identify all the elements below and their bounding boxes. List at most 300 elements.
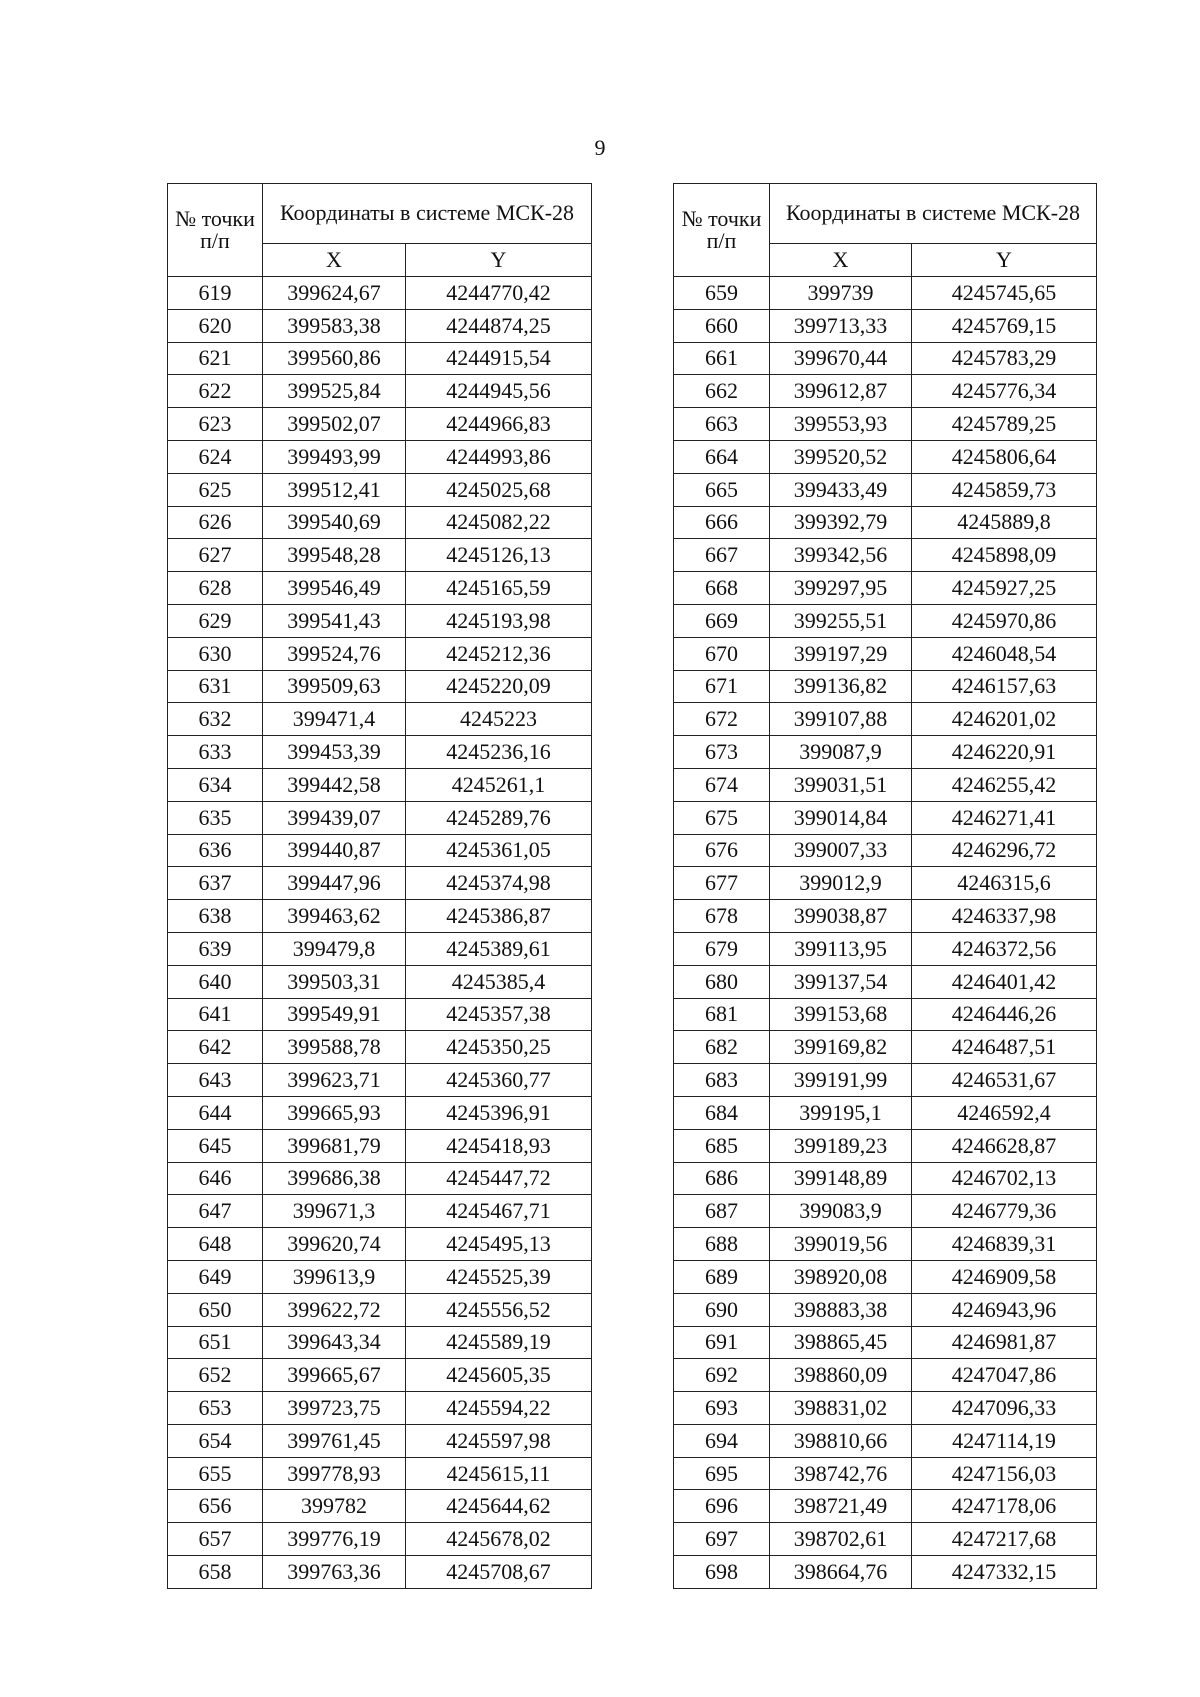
table-row	[674, 1359, 1097, 1392]
point-number-cell: 678	[674, 900, 770, 933]
x-coordinate-cell: 398831,02	[770, 1392, 912, 1425]
table-row	[674, 408, 1097, 441]
x-coordinate-cell: 399509,63	[263, 670, 406, 703]
y-coordinate-cell: 4244874,25	[406, 309, 592, 342]
x-coordinate-cell: 399012,9	[770, 867, 912, 900]
x-coordinate-cell: 399195,1	[770, 1096, 912, 1129]
table-row	[168, 309, 592, 342]
y-coordinate-cell: 4245970,86	[912, 604, 1097, 637]
point-number-cell: 632	[168, 703, 263, 736]
y-coordinate-cell: 4245769,15	[912, 309, 1097, 342]
y-coordinate-cell: 4245220,09	[406, 670, 592, 703]
table-row	[168, 572, 592, 605]
x-column-header: X	[770, 243, 912, 276]
y-coordinate-cell: 4245594,22	[406, 1392, 592, 1425]
point-number-cell: 626	[168, 506, 263, 539]
y-coordinate-cell: 4245261,1	[406, 768, 592, 801]
point-number-cell: 667	[674, 539, 770, 572]
x-coordinate-cell: 399107,88	[770, 703, 912, 736]
y-coordinate-cell: 4245605,35	[406, 1359, 592, 1392]
point-number-cell: 649	[168, 1260, 263, 1293]
table-row	[674, 834, 1097, 867]
y-coordinate-cell: 4245350,25	[406, 1031, 592, 1064]
y-coordinate-cell: 4246981,87	[912, 1326, 1097, 1359]
x-coordinate-cell: 398883,38	[770, 1293, 912, 1326]
table-row	[168, 768, 592, 801]
table-row	[674, 1556, 1097, 1589]
table-row	[674, 1031, 1097, 1064]
y-coordinate-cell: 4247096,33	[912, 1392, 1097, 1425]
x-coordinate-cell: 399622,72	[263, 1293, 406, 1326]
x-coordinate-cell: 399512,41	[263, 473, 406, 506]
table-row	[168, 703, 592, 736]
table-row	[674, 1129, 1097, 1162]
table-row	[168, 1162, 592, 1195]
y-coordinate-cell: 4245678,02	[406, 1523, 592, 1556]
x-coordinate-cell: 399197,29	[770, 637, 912, 670]
point-number-cell: 638	[168, 900, 263, 933]
table-row	[674, 998, 1097, 1031]
y-coordinate-cell: 4245789,25	[912, 408, 1097, 441]
point-number-cell: 686	[674, 1162, 770, 1195]
y-coordinate-cell: 4245556,52	[406, 1293, 592, 1326]
table-row	[168, 1096, 592, 1129]
point-number-cell: 657	[168, 1523, 263, 1556]
table-row	[674, 473, 1097, 506]
x-coordinate-cell: 399548,28	[263, 539, 406, 572]
table-row	[674, 1228, 1097, 1261]
point-number-cell: 622	[168, 375, 263, 408]
x-coordinate-cell: 398742,76	[770, 1457, 912, 1490]
point-number-cell: 627	[168, 539, 263, 572]
point-number-cell: 670	[674, 637, 770, 670]
x-coordinate-cell: 399392,79	[770, 506, 912, 539]
y-coordinate-cell: 4246943,96	[912, 1293, 1097, 1326]
point-number-cell: 641	[168, 998, 263, 1031]
table-row	[168, 1031, 592, 1064]
point-number-cell: 629	[168, 604, 263, 637]
y-coordinate-cell: 4246702,13	[912, 1162, 1097, 1195]
table-row	[168, 670, 592, 703]
x-coordinate-cell: 399169,82	[770, 1031, 912, 1064]
table-body-left	[168, 277, 592, 1589]
point-number-cell: 690	[674, 1293, 770, 1326]
x-coordinate-cell: 399031,51	[770, 768, 912, 801]
table-body-right	[674, 277, 1097, 1589]
table-row	[168, 506, 592, 539]
y-coordinate-cell: 4244770,42	[406, 277, 592, 310]
table-row	[168, 539, 592, 572]
point-number-cell: 653	[168, 1392, 263, 1425]
point-number-cell: 663	[674, 408, 770, 441]
point-number-cell: 633	[168, 736, 263, 769]
point-number-cell: 681	[674, 998, 770, 1031]
table-row	[168, 736, 592, 769]
x-coordinate-cell: 399713,33	[770, 309, 912, 342]
y-coordinate-cell: 4245126,13	[406, 539, 592, 572]
y-coordinate-cell: 4246372,56	[912, 932, 1097, 965]
table-row	[168, 1293, 592, 1326]
point-number-cell: 655	[168, 1457, 263, 1490]
x-coordinate-cell: 399553,93	[770, 408, 912, 441]
table-row	[674, 1162, 1097, 1195]
x-coordinate-cell: 399503,31	[263, 965, 406, 998]
point-number-cell: 664	[674, 440, 770, 473]
point-number-cell: 679	[674, 932, 770, 965]
x-coordinate-cell: 399191,99	[770, 1064, 912, 1097]
y-coordinate-cell: 4247114,19	[912, 1424, 1097, 1457]
y-coordinate-cell: 4245495,13	[406, 1228, 592, 1261]
x-coordinate-cell: 399763,36	[263, 1556, 406, 1589]
y-coordinate-cell: 4247332,15	[912, 1556, 1097, 1589]
point-number-cell: 643	[168, 1064, 263, 1097]
y-coordinate-cell: 4246220,91	[912, 736, 1097, 769]
point-number-cell: 660	[674, 309, 770, 342]
y-coordinate-cell: 4245525,39	[406, 1260, 592, 1293]
y-coordinate-cell: 4246271,41	[912, 801, 1097, 834]
point-number-cell: 650	[168, 1293, 263, 1326]
y-coordinate-cell: 4245708,67	[406, 1556, 592, 1589]
point-number-cell: 694	[674, 1424, 770, 1457]
point-number-cell: 671	[674, 670, 770, 703]
point-number-cell: 619	[168, 277, 263, 310]
y-coordinate-cell: 4245889,8	[912, 506, 1097, 539]
y-coordinate-cell: 4245806,64	[912, 440, 1097, 473]
point-number-cell: 691	[674, 1326, 770, 1359]
x-coordinate-cell: 399540,69	[263, 506, 406, 539]
y-coordinate-cell: 4245783,29	[912, 342, 1097, 375]
x-coordinate-cell: 399137,54	[770, 965, 912, 998]
y-coordinate-cell: 4246296,72	[912, 834, 1097, 867]
y-coordinate-cell: 4246446,26	[912, 998, 1097, 1031]
table-row	[168, 1064, 592, 1097]
x-coordinate-cell: 399479,8	[263, 932, 406, 965]
table-row	[168, 1523, 592, 1556]
y-coordinate-cell: 4245396,91	[406, 1096, 592, 1129]
y-coordinate-cell: 4246779,36	[912, 1195, 1097, 1228]
x-coordinate-cell: 399761,45	[263, 1424, 406, 1457]
y-coordinate-cell: 4245467,71	[406, 1195, 592, 1228]
table-row	[674, 604, 1097, 637]
point-number-cell: 666	[674, 506, 770, 539]
table-row	[674, 670, 1097, 703]
point-number-cell: 623	[168, 408, 263, 441]
x-coordinate-cell: 399038,87	[770, 900, 912, 933]
y-coordinate-cell: 4244993,86	[406, 440, 592, 473]
y-column-header: Y	[912, 243, 1097, 276]
y-coordinate-cell: 4245615,11	[406, 1457, 592, 1490]
y-coordinate-cell: 4245927,25	[912, 572, 1097, 605]
point-number-cell: 652	[168, 1359, 263, 1392]
table-row	[168, 637, 592, 670]
y-coordinate-cell: 4245386,87	[406, 900, 592, 933]
table-row	[168, 604, 592, 637]
point-number-cell: 651	[168, 1326, 263, 1359]
x-coordinate-cell: 399087,9	[770, 736, 912, 769]
y-coordinate-cell: 4245212,36	[406, 637, 592, 670]
table-row	[168, 1260, 592, 1293]
y-coordinate-cell: 4244915,54	[406, 342, 592, 375]
y-coordinate-cell: 4246531,67	[912, 1064, 1097, 1097]
y-coordinate-cell: 4247178,06	[912, 1490, 1097, 1523]
coord-system-header: Координаты в системе МСК-28	[770, 184, 1097, 244]
table-row	[674, 801, 1097, 834]
x-coordinate-cell: 399493,99	[263, 440, 406, 473]
table-row	[168, 1556, 592, 1589]
point-number-cell: 662	[674, 375, 770, 408]
x-coordinate-cell: 398865,45	[770, 1326, 912, 1359]
point-number-cell: 637	[168, 867, 263, 900]
table-row	[168, 801, 592, 834]
coordinates-table-left	[167, 183, 592, 1589]
point-number-cell: 689	[674, 1260, 770, 1293]
table-row	[674, 1392, 1097, 1425]
table-row	[674, 1490, 1097, 1523]
point-number-cell: 661	[674, 342, 770, 375]
point-number-cell: 631	[168, 670, 263, 703]
table-row	[168, 1228, 592, 1261]
y-coordinate-cell: 4245389,61	[406, 932, 592, 965]
point-number-cell: 692	[674, 1359, 770, 1392]
point-number-cell: 634	[168, 768, 263, 801]
x-coordinate-cell: 399686,38	[263, 1162, 406, 1195]
point-number-cell: 647	[168, 1195, 263, 1228]
table-row	[674, 1260, 1097, 1293]
table-row	[674, 277, 1097, 310]
table-row	[674, 965, 1097, 998]
point-number-cell: 676	[674, 834, 770, 867]
table-row	[168, 998, 592, 1031]
y-coordinate-cell: 4246487,51	[912, 1031, 1097, 1064]
x-coordinate-cell: 399136,82	[770, 670, 912, 703]
y-coordinate-cell: 4245361,05	[406, 834, 592, 867]
y-coordinate-cell: 4245776,34	[912, 375, 1097, 408]
point-number-cell: 648	[168, 1228, 263, 1261]
table-row	[674, 1523, 1097, 1556]
point-number-cell: 621	[168, 342, 263, 375]
x-coordinate-cell: 399297,95	[770, 572, 912, 605]
point-number-cell: 640	[168, 965, 263, 998]
y-coordinate-cell: 4245597,98	[406, 1424, 592, 1457]
point-number-cell: 695	[674, 1457, 770, 1490]
table-row	[168, 867, 592, 900]
x-coordinate-cell: 399471,4	[263, 703, 406, 736]
point-number-cell: 635	[168, 801, 263, 834]
point-number-cell: 639	[168, 932, 263, 965]
table-row	[674, 1064, 1097, 1097]
x-coordinate-cell: 399113,95	[770, 932, 912, 965]
table-row	[168, 408, 592, 441]
y-coordinate-cell: 4247156,03	[912, 1457, 1097, 1490]
table-row	[674, 440, 1097, 473]
y-coordinate-cell: 4246909,58	[912, 1260, 1097, 1293]
point-number-cell: 659	[674, 277, 770, 310]
point-number-cell: 646	[168, 1162, 263, 1195]
table-row	[674, 703, 1097, 736]
point-number-cell: 645	[168, 1129, 263, 1162]
table-row	[674, 1457, 1097, 1490]
point-number-cell: 685	[674, 1129, 770, 1162]
point-number-cell: 644	[168, 1096, 263, 1129]
point-number-cell: 636	[168, 834, 263, 867]
point-number-cell: 684	[674, 1096, 770, 1129]
point-number-cell: 688	[674, 1228, 770, 1261]
x-column-header: X	[263, 243, 406, 276]
x-coordinate-cell: 399525,84	[263, 375, 406, 408]
y-coordinate-cell: 4245236,16	[406, 736, 592, 769]
table-row	[674, 342, 1097, 375]
table-row	[168, 1490, 592, 1523]
point-number-cell: 687	[674, 1195, 770, 1228]
x-coordinate-cell: 399433,49	[770, 473, 912, 506]
y-coordinate-cell: 4245082,22	[406, 506, 592, 539]
x-coordinate-cell: 399623,71	[263, 1064, 406, 1097]
x-coordinate-cell: 399670,44	[770, 342, 912, 375]
point-number-cell: 668	[674, 572, 770, 605]
x-coordinate-cell: 399502,07	[263, 408, 406, 441]
table-row	[674, 539, 1097, 572]
table-row	[168, 1424, 592, 1457]
y-coordinate-cell: 4245859,73	[912, 473, 1097, 506]
x-coordinate-cell: 398721,49	[770, 1490, 912, 1523]
y-coordinate-cell: 4245898,09	[912, 539, 1097, 572]
x-coordinate-cell: 399463,62	[263, 900, 406, 933]
x-coordinate-cell: 399148,89	[770, 1162, 912, 1195]
point-number-cell: 654	[168, 1424, 263, 1457]
x-coordinate-cell: 399560,86	[263, 342, 406, 375]
point-number-header: № точки п/п	[674, 184, 770, 277]
point-number-cell: 658	[168, 1556, 263, 1589]
table-row	[674, 1293, 1097, 1326]
x-coordinate-cell: 398810,66	[770, 1424, 912, 1457]
point-number-cell: 665	[674, 473, 770, 506]
point-number-cell: 628	[168, 572, 263, 605]
point-number-cell: 697	[674, 1523, 770, 1556]
x-coordinate-cell: 399681,79	[263, 1129, 406, 1162]
table-row	[674, 375, 1097, 408]
point-number-cell: 656	[168, 1490, 263, 1523]
x-coordinate-cell: 399447,96	[263, 867, 406, 900]
y-coordinate-cell: 4247217,68	[912, 1523, 1097, 1556]
x-coordinate-cell: 399014,84	[770, 801, 912, 834]
table-row	[674, 1096, 1097, 1129]
point-number-cell: 674	[674, 768, 770, 801]
y-coordinate-cell: 4245025,68	[406, 473, 592, 506]
y-coordinate-cell: 4246839,31	[912, 1228, 1097, 1261]
x-coordinate-cell: 399665,67	[263, 1359, 406, 1392]
point-number-cell: 693	[674, 1392, 770, 1425]
x-coordinate-cell: 399453,39	[263, 736, 406, 769]
table-row	[168, 1392, 592, 1425]
x-coordinate-cell: 399524,76	[263, 637, 406, 670]
y-coordinate-cell: 4245644,62	[406, 1490, 592, 1523]
point-number-cell: 669	[674, 604, 770, 637]
table-row	[168, 932, 592, 965]
table-row	[168, 277, 592, 310]
y-coordinate-cell: 4244966,83	[406, 408, 592, 441]
point-number-cell: 620	[168, 309, 263, 342]
x-coordinate-cell: 399723,75	[263, 1392, 406, 1425]
point-number-cell: 642	[168, 1031, 263, 1064]
x-coordinate-cell: 399019,56	[770, 1228, 912, 1261]
page-number: 9	[594, 135, 606, 160]
x-coordinate-cell: 399665,93	[263, 1096, 406, 1129]
x-coordinate-cell: 398920,08	[770, 1260, 912, 1293]
table-row	[168, 1129, 592, 1162]
x-coordinate-cell: 399546,49	[263, 572, 406, 605]
table-row	[674, 736, 1097, 769]
x-coordinate-cell: 399613,9	[263, 1260, 406, 1293]
y-coordinate-cell: 4246315,6	[912, 867, 1097, 900]
coordinates-table-right	[673, 183, 1097, 1589]
y-coordinate-cell: 4246048,54	[912, 637, 1097, 670]
x-coordinate-cell: 399624,67	[263, 277, 406, 310]
coord-system-header: Координаты в системе МСК-28	[263, 184, 592, 244]
table-row	[168, 473, 592, 506]
y-coordinate-cell: 4245193,98	[406, 604, 592, 637]
y-coordinate-cell: 4245374,98	[406, 867, 592, 900]
x-coordinate-cell: 399776,19	[263, 1523, 406, 1556]
y-coordinate-cell: 4246401,42	[912, 965, 1097, 998]
table-row	[168, 375, 592, 408]
y-coordinate-cell: 4246255,42	[912, 768, 1097, 801]
y-coordinate-cell: 4245289,76	[406, 801, 592, 834]
y-coordinate-cell: 4245165,59	[406, 572, 592, 605]
table-row	[168, 342, 592, 375]
y-column-header: Y	[406, 243, 592, 276]
x-coordinate-cell: 399739	[770, 277, 912, 310]
table-row	[168, 965, 592, 998]
x-coordinate-cell: 399442,58	[263, 768, 406, 801]
table-row	[168, 1457, 592, 1490]
table-row	[168, 1326, 592, 1359]
table-row	[674, 1326, 1097, 1359]
x-coordinate-cell: 399541,43	[263, 604, 406, 637]
x-coordinate-cell: 399612,87	[770, 375, 912, 408]
point-number-cell: 624	[168, 440, 263, 473]
y-coordinate-cell: 4246628,87	[912, 1129, 1097, 1162]
x-coordinate-cell: 399588,78	[263, 1031, 406, 1064]
x-coordinate-cell: 399583,38	[263, 309, 406, 342]
y-coordinate-cell: 4246157,63	[912, 670, 1097, 703]
y-coordinate-cell: 4245589,19	[406, 1326, 592, 1359]
y-coordinate-cell: 4245223	[406, 703, 592, 736]
x-coordinate-cell: 399189,23	[770, 1129, 912, 1162]
x-coordinate-cell: 399520,52	[770, 440, 912, 473]
x-coordinate-cell: 399153,68	[770, 998, 912, 1031]
table-row	[674, 309, 1097, 342]
point-number-cell: 683	[674, 1064, 770, 1097]
point-number-cell: 672	[674, 703, 770, 736]
x-coordinate-cell: 398702,61	[770, 1523, 912, 1556]
x-coordinate-cell: 399549,91	[263, 998, 406, 1031]
point-number-cell: 675	[674, 801, 770, 834]
x-coordinate-cell: 399440,87	[263, 834, 406, 867]
point-number-cell: 696	[674, 1490, 770, 1523]
y-coordinate-cell: 4246337,98	[912, 900, 1097, 933]
point-number-cell: 698	[674, 1556, 770, 1589]
y-coordinate-cell: 4246201,02	[912, 703, 1097, 736]
x-coordinate-cell: 399083,9	[770, 1195, 912, 1228]
y-coordinate-cell: 4245447,72	[406, 1162, 592, 1195]
x-coordinate-cell: 399643,34	[263, 1326, 406, 1359]
y-coordinate-cell: 4245745,65	[912, 277, 1097, 310]
point-number-cell: 673	[674, 736, 770, 769]
table-row	[674, 867, 1097, 900]
x-coordinate-cell: 399782	[263, 1490, 406, 1523]
table-row	[168, 834, 592, 867]
table-row	[674, 1424, 1097, 1457]
